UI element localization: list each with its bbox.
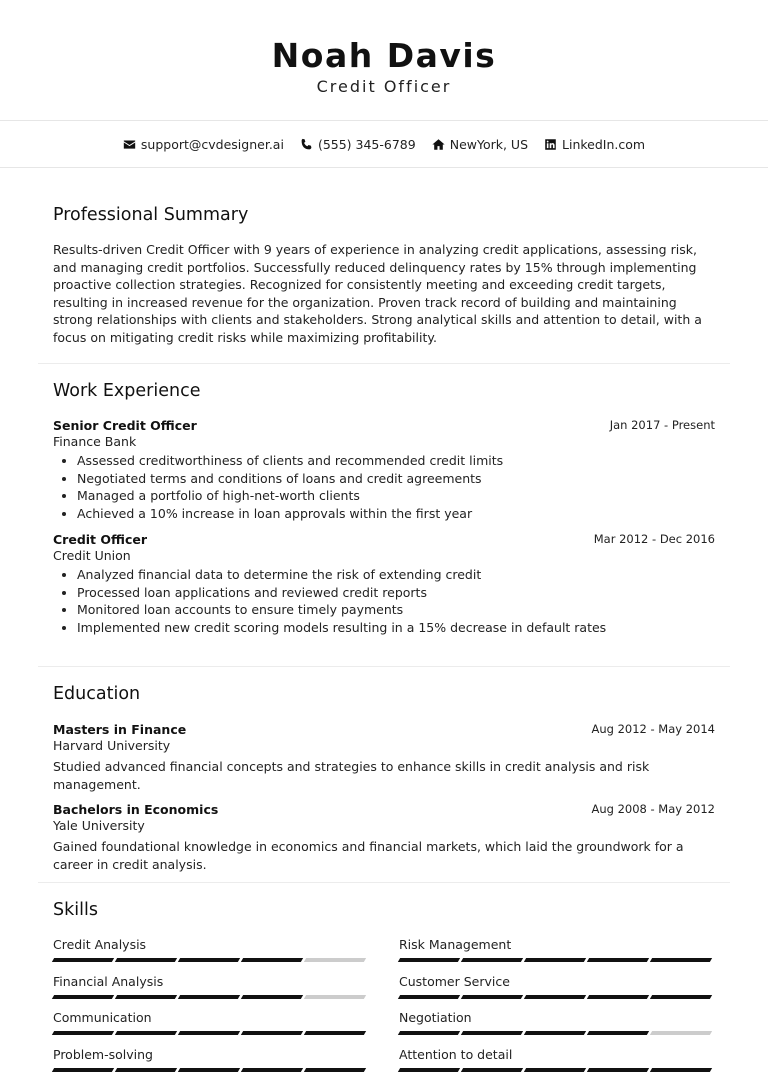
home-icon <box>432 138 445 151</box>
skill-level-segment-empty <box>650 1031 712 1035</box>
skill-level-segment-filled <box>115 1031 177 1035</box>
skill-level-segment-filled <box>304 1068 366 1072</box>
skill-item <box>399 937 714 974</box>
skill-level-segment-filled <box>524 1068 586 1072</box>
education-section <box>38 667 730 883</box>
contact-bar <box>0 120 768 168</box>
summary-heading: Professional Summary <box>53 205 715 225</box>
skill-level-segment-filled <box>524 995 586 999</box>
skill-level-segment-filled <box>178 1031 240 1035</box>
job-bullet: • Analyzed financial data to determine the risk of extending credit <box>77 566 715 584</box>
skill-level-segment-filled <box>461 995 523 999</box>
job-company: Credit Union <box>53 547 715 564</box>
job-bullets <box>53 566 715 636</box>
summary-section <box>38 168 730 364</box>
skill-level-segment-filled <box>178 1068 240 1072</box>
skill-level-segment-filled <box>398 958 460 962</box>
envelope-icon <box>123 138 136 151</box>
skill-level-segment-filled <box>241 1068 303 1072</box>
linkedin-text: LinkedIn.com <box>562 137 645 152</box>
education-description: Gained foundational knowledge in economics and financial markets, which laid the groundwork for a career in credit analysis. <box>53 838 715 873</box>
skill-item <box>53 937 368 974</box>
skill-item <box>399 974 714 1011</box>
skill-name: Credit Analysis <box>53 937 368 953</box>
candidate-name: Noah Davis <box>0 36 768 76</box>
skill-name: Negotiation <box>399 1010 714 1026</box>
job-bullet: • Achieved a 10% increase in loan approvals within the first year <box>77 505 715 523</box>
job-dates: Mar 2012 - Dec 2016 <box>594 532 715 546</box>
skill-level-segment-filled <box>304 1031 366 1035</box>
skill-level-segment-filled <box>178 958 240 962</box>
skill-level-segment-filled <box>524 958 586 962</box>
skill-level-segment-filled <box>115 1068 177 1072</box>
contact-location <box>432 137 528 152</box>
degree-title: Bachelors in Economics <box>53 802 218 817</box>
skill-level-segment-filled <box>461 1068 523 1072</box>
contact-linkedin[interactable] <box>544 137 645 152</box>
skill-level-segment-filled <box>587 1068 649 1072</box>
phone-text: (555) 345-6789 <box>318 137 416 152</box>
job-bullets <box>53 452 715 522</box>
skill-level-segment-filled <box>398 1068 460 1072</box>
experience-heading: Work Experience <box>53 381 715 401</box>
email-text: support@cvdesigner.ai <box>141 137 284 152</box>
skill-level-bar <box>53 1068 368 1072</box>
skill-level-segment-empty <box>304 995 366 999</box>
job-dates: Jan 2017 - Present <box>610 418 715 432</box>
skill-level-segment-filled <box>398 995 460 999</box>
phone-icon <box>300 138 313 151</box>
skill-level-bar <box>399 995 714 999</box>
skill-level-bar <box>399 1031 714 1035</box>
job-bullet: • Implemented new credit scoring models resulting in a 15% decrease in default rates <box>77 619 715 637</box>
skill-name: Attention to detail <box>399 1047 714 1063</box>
skill-level-segment-filled <box>461 1031 523 1035</box>
skill-level-bar <box>53 995 368 999</box>
job-entry <box>53 532 715 636</box>
job-entry <box>53 418 715 522</box>
skill-level-segment-filled <box>650 995 712 999</box>
skill-level-bar <box>399 1068 714 1072</box>
skill-name: Financial Analysis <box>53 974 368 990</box>
resume-header <box>0 0 768 120</box>
skill-level-segment-filled <box>178 995 240 999</box>
skill-level-segment-filled <box>524 1031 586 1035</box>
skill-level-bar <box>53 1031 368 1035</box>
education-description: Studied advanced financial concepts and strategies to enhance skills in credit analysis and risk management. <box>53 758 715 793</box>
skill-level-segment-filled <box>52 1031 114 1035</box>
contact-phone[interactable] <box>300 137 416 152</box>
school-name: Harvard University <box>53 737 715 754</box>
skill-level-segment-filled <box>52 1068 114 1072</box>
education-dates: Aug 2012 - May 2014 <box>591 722 715 736</box>
candidate-title: Credit Officer <box>0 77 768 96</box>
contact-email[interactable] <box>123 137 284 152</box>
skill-level-segment-filled <box>650 1068 712 1072</box>
education-dates: Aug 2008 - May 2012 <box>591 802 715 816</box>
education-heading: Education <box>53 684 715 704</box>
linkedin-icon <box>544 138 557 151</box>
skill-level-segment-filled <box>461 958 523 962</box>
job-bullet: • Processed loan applications and reviewed credit reports <box>77 584 715 602</box>
skills-section <box>38 883 730 1083</box>
skill-level-segment-filled <box>115 995 177 999</box>
location-text: NewYork, US <box>450 137 528 152</box>
job-title: Credit Officer <box>53 532 147 547</box>
skill-name: Risk Management <box>399 937 714 953</box>
skills-grid <box>53 937 715 1083</box>
skill-level-segment-filled <box>587 995 649 999</box>
skill-level-segment-filled <box>587 1031 649 1035</box>
summary-text: Results-driven Credit Officer with 9 years of experience in analyzing credit applications, assessing risk, and managing credit portfolios. Successfully reduced delinquency rates by 15% through implementing proactive collection strategies. Recognized for consistently meeting and exceeding credit targets, resulting in increased revenue for the organization. Proven track record of building and maintaining strong relationships with clients and stakeholders. Strong analytical skills and attention to detail, with a focus on mitigating credit risks while maximizing profitability. <box>53 241 715 346</box>
skill-level-segment-filled <box>398 1031 460 1035</box>
education-entry <box>53 802 715 873</box>
skill-level-segment-filled <box>650 958 712 962</box>
degree-title: Masters in Finance <box>53 722 186 737</box>
skill-level-segment-filled <box>52 958 114 962</box>
skill-level-segment-filled <box>241 1031 303 1035</box>
skill-level-segment-filled <box>115 958 177 962</box>
skill-level-segment-filled <box>241 958 303 962</box>
skill-level-segment-filled <box>241 995 303 999</box>
job-company: Finance Bank <box>53 433 715 450</box>
job-bullet: • Negotiated terms and conditions of loans and credit agreements <box>77 470 715 488</box>
skill-level-segment-filled <box>587 958 649 962</box>
skill-level-bar <box>53 958 368 962</box>
skill-name: Communication <box>53 1010 368 1026</box>
job-title: Senior Credit Officer <box>53 418 197 433</box>
education-entry <box>53 722 715 793</box>
skill-item <box>53 974 368 1011</box>
skill-level-bar <box>399 958 714 962</box>
skill-level-segment-filled <box>52 995 114 999</box>
skill-level-segment-empty <box>304 958 366 962</box>
skill-item <box>399 1010 714 1047</box>
school-name: Yale University <box>53 817 715 834</box>
job-bullet: • Assessed creditworthiness of clients and recommended credit limits <box>77 452 715 470</box>
skill-name: Customer Service <box>399 974 714 990</box>
job-bullet: • Managed a portfolio of high-net-worth clients <box>77 487 715 505</box>
skills-heading: Skills <box>53 900 715 920</box>
job-bullet: • Monitored loan accounts to ensure timely payments <box>77 601 715 619</box>
skill-name: Problem-solving <box>53 1047 368 1063</box>
skill-item <box>53 1010 368 1047</box>
experience-section <box>38 364 730 667</box>
